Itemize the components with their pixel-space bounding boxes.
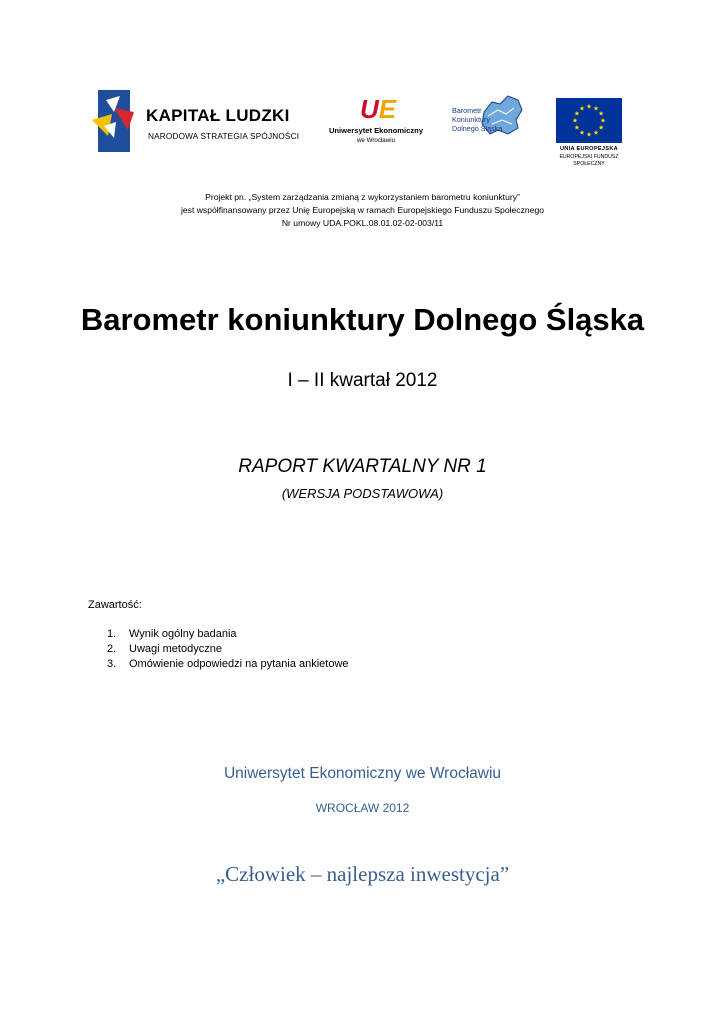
report-version: (WERSJA PODSTAWOWA) [281,486,444,501]
eu-fund-label: EUROPEJSKI FUNDUSZ SPOŁECZNY [559,154,619,167]
logo-bar [0,82,725,172]
project-line: jest współfinansowany przez Unię Europejską w ramach Europejskiego Funduszu Społecznego [180,205,545,215]
kapital-ludzki-logo [90,86,300,156]
contents-list [107,627,349,672]
eu-star-icon [601,118,606,123]
motto: „Człowiek – najlepsza inwestycja” [215,862,510,886]
kapital-ludzki-subtitle: NARODOWA STRATEGIA SPÓJNOŚCI [148,132,300,141]
kapital-ludzki-title: KAPITAŁ LUDZKI [146,106,290,125]
university-name: Uniwersytet Ekonomiczny we Wrocławiu [223,765,502,782]
document-period: I – II kwartał 2012 [287,370,438,391]
eu-star-icon [599,111,604,116]
uniwersytet-city: we Wrocławiu [356,137,396,144]
eu-flag-icon [556,98,622,143]
eu-star-icon [574,111,579,116]
list-item: 1. Wynik ogólny badania [107,628,237,640]
project-info [0,191,725,230]
eu-star-icon [574,125,579,130]
ue-mark-icon: UE [360,94,397,124]
eu-star-icon [587,104,592,109]
barometr-logo-text: Barometr Koniunktury Dolnego Śląska [452,106,503,134]
document-title: Barometr koniunktury Dolnego Śląska [80,302,645,337]
eu-star-icon [580,106,585,111]
eu-label: UNIA EUROPEJSKA [559,146,619,152]
report-title: RAPORT KWARTALNY NR 1 [238,456,487,477]
eu-star-icon [573,118,578,123]
list-item: 3. Omówienie odpowiedzi na pytania ankietowe [107,658,349,670]
barometr-logo [450,94,530,154]
project-line: Projekt pn. „System zarządzania zmianą z wykorzystaniem barometru koniunktury” [205,192,520,202]
eu-logo [556,98,622,178]
list-item: 2. Uwagi metodyczne [107,643,222,655]
uniwersytet-name: Uniwersytet Ekonomiczny [328,126,424,135]
city-year: WROCŁAW 2012 [315,801,410,815]
eu-star-icon [599,125,604,130]
eu-star-icon [580,130,585,135]
contents-heading: Zawartość: [88,599,142,611]
eu-star-icon [594,106,599,111]
project-contract: Nr umowy UDA.POKL.08.01.02-02-003/11 [281,218,444,228]
kapital-ludzki-emblem-icon [90,86,142,156]
eu-star-icon [587,132,592,137]
eu-star-icon [594,130,599,135]
uniwersytet-logo [326,96,426,156]
